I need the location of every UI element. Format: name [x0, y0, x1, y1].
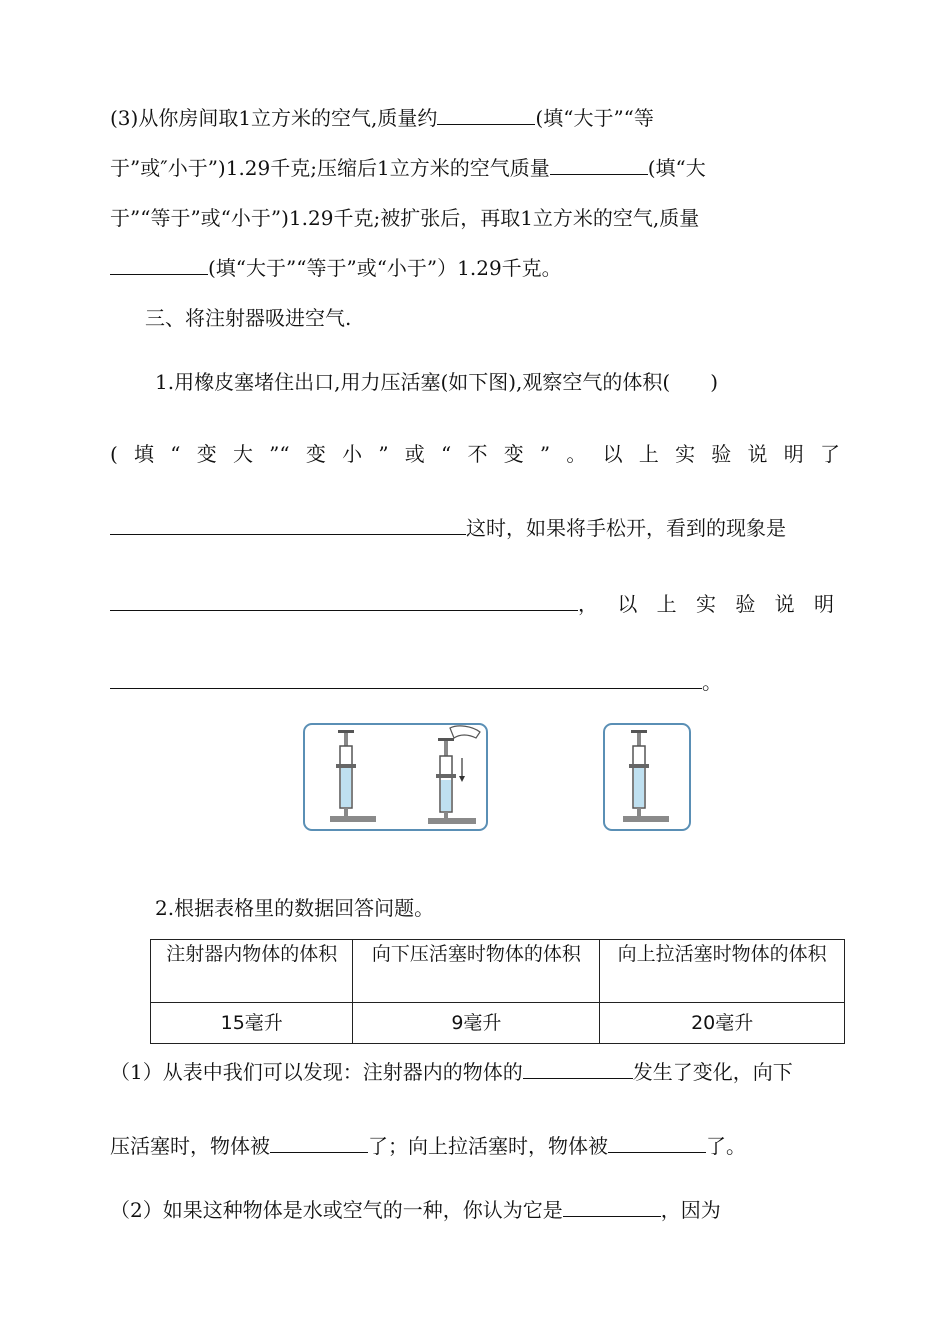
s3-q1-blank-2[interactable]	[110, 590, 578, 611]
table-header-row	[151, 940, 845, 1003]
s3-q1-line-2: (填“变大”“变小”或“不变”。以上实验说明了	[110, 442, 840, 466]
q3-line-1	[110, 104, 840, 132]
q2-sub2-line	[110, 1196, 845, 1224]
q2-sub2-text-end: ，因为	[660, 1198, 721, 1222]
q2-sub1-line-2	[110, 1132, 840, 1160]
s3-q1-text-3-end: 这时，如果将手松开，看到的现象是	[466, 516, 786, 540]
q2-sub1-text-1-end: 发生了变化，向下	[632, 1060, 793, 1084]
q3-text-4-end: (填“大于”“等于”或“小于”）1.29千克。	[208, 256, 562, 280]
q3-text-2-end: (填“大	[647, 156, 706, 180]
q2-sub1-line-1	[110, 1058, 845, 1086]
s3-q1-line-1: 1.用橡皮塞堵住出口,用力压活塞(如下图),观察空气的体积( )	[155, 370, 719, 394]
q3-line-4	[110, 254, 840, 282]
table-header-cell: 向下压活塞时物体的体积	[353, 940, 600, 1003]
s3-q1-blank-1[interactable]	[110, 514, 466, 535]
table-row	[151, 1003, 845, 1044]
s3-q1-text-4-end: ，以上实验说明	[578, 592, 834, 616]
s3-q1-line-4	[110, 590, 840, 618]
q3-text-1-end: (填“大于”“等	[535, 106, 654, 130]
q3-blank-1[interactable]	[437, 104, 535, 125]
s3-q1-line-3	[110, 514, 840, 542]
q2-title: 2.根据表格里的数据回答问题。	[155, 896, 435, 920]
s3-q1-text-5-end: 。	[702, 670, 722, 694]
s3-q1-blank-3[interactable]	[110, 668, 702, 689]
q3-blank-3[interactable]	[110, 254, 208, 275]
table-cell: 20毫升	[600, 1003, 845, 1044]
q2-sub1-text-1: （1）从表中我们可以发现：注射器内的物体的	[110, 1060, 523, 1084]
q2-sub1-blank-1[interactable]	[523, 1058, 633, 1079]
q3-text-1: (3)从你房间取1立方米的空气,质量约	[110, 106, 438, 130]
q2-sub1-text-2: 压活塞时，物体被	[110, 1134, 270, 1158]
table-cell: 9毫升	[353, 1003, 600, 1044]
q3-line-3: 于”“等于”或“小于”)1.29千克;被扩张后，再取1立方米的空气,质量	[110, 206, 700, 230]
q2-sub1-blank-2[interactable]	[270, 1132, 368, 1153]
q2-sub1-text-2-mid: 了；向上拉活塞时，物体被	[368, 1134, 608, 1158]
q2-sub2-text: （2）如果这种物体是水或空气的一种，你认为它是	[110, 1198, 563, 1222]
q2-sub2-blank[interactable]	[563, 1196, 661, 1217]
data-table	[150, 939, 845, 1044]
syringe-figure	[300, 718, 695, 836]
q2-sub1-blank-3[interactable]	[608, 1132, 706, 1153]
q3-blank-2[interactable]	[550, 154, 648, 175]
table-header-cell: 向上拉活塞时物体的体积	[600, 940, 845, 1003]
section-3-title: 三、将注射器吸进空气.	[145, 306, 352, 330]
table-cell: 15毫升	[151, 1003, 353, 1044]
q3-text-2: 于”或″小于”)1.29千克;压缩后1立方米的空气质量	[110, 156, 550, 180]
table-header-cell: 注射器内物体的体积	[151, 940, 353, 1003]
figure-panel-right	[604, 724, 690, 830]
q2-sub1-text-2-end: 了。	[706, 1134, 746, 1158]
s3-q1-line-5	[110, 668, 840, 696]
q3-line-2	[110, 154, 840, 182]
